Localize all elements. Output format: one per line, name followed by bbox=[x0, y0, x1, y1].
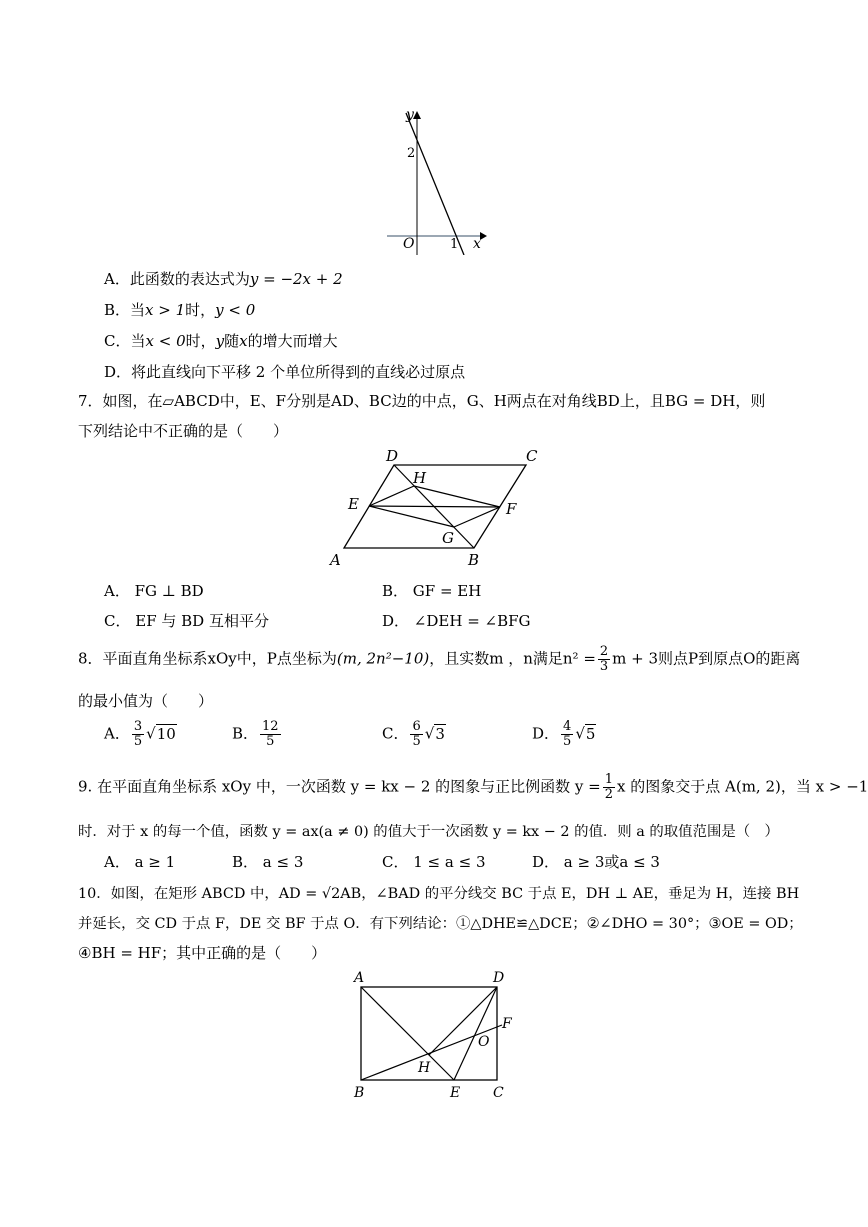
label-b: B bbox=[354, 1085, 365, 1101]
label-e: E bbox=[450, 1085, 461, 1101]
q7-stem-line1: 7．如图，在▱ABCD中，E、F分别是AD、BC边的中点，G、H两点在对角线BD上，且BG = DH，则 bbox=[78, 392, 766, 410]
q8-option-a[interactable]: A． $\frac{3}{5}$ √10 bbox=[104, 719, 176, 749]
label-a: A bbox=[354, 970, 365, 986]
q10-stem-line1: 10．如图，在矩形 ABCD 中，AD = √2AB，∠BAD 的平分线交 BC 于点 E，DH ⊥ AE，垂足为 H，连接 BH bbox=[78, 886, 800, 902]
label-h: H bbox=[418, 1060, 431, 1076]
label-a: A bbox=[330, 551, 341, 569]
q9-option-c[interactable]: C． 1 ≤ a ≤ 3 bbox=[382, 853, 486, 871]
q9-option-d[interactable]: D． a ≥ 3或a ≤ 3 bbox=[532, 853, 660, 871]
fraction-two-thirds: $\frac{2}{3}$ bbox=[599, 644, 609, 674]
q6-option-d[interactable]: D．将此直线向下平移 2 个单位所得到的直线必过原点 bbox=[104, 363, 466, 381]
q7-option-c[interactable]: C． EF 与 BD 互相平分 bbox=[104, 612, 269, 630]
q8-stem-line1: 8．平面直角坐标系xOy中，P点坐标为(m, 2n²−10)，且实数m ，n满足n² = $\frac{2}{3}$ m + 3则点P到原点O的距离 bbox=[78, 644, 801, 674]
label-c: C bbox=[493, 1085, 504, 1101]
parallelogram-figure-q7 bbox=[326, 445, 546, 570]
segment-hf bbox=[414, 486, 500, 507]
function-line bbox=[406, 113, 464, 255]
rectangle-figure-q10 bbox=[346, 965, 526, 1105]
segment-eg bbox=[369, 506, 454, 527]
origin-label: O bbox=[403, 236, 415, 252]
q6-option-c[interactable]: C．当x < 0时，y随x的增大而增大 bbox=[104, 332, 338, 350]
graph-figure-q6 bbox=[380, 105, 490, 255]
label-h: H bbox=[413, 469, 427, 487]
label-c: C bbox=[526, 447, 538, 465]
q8-option-b[interactable]: B． $\frac{12}{5}$ bbox=[232, 719, 279, 749]
q10-stem-line2: 并延长，交 CD 于点 F，DE 交 BF 于点 O．有下列结论：①△DHE≌△DCE；②∠DHO = 30°；③OE = OD； bbox=[78, 916, 803, 932]
y-axis-label: y bbox=[406, 107, 414, 123]
label-f: F bbox=[502, 1016, 512, 1032]
segment-de bbox=[454, 987, 497, 1080]
label-f: F bbox=[506, 500, 517, 518]
segment-ef bbox=[369, 506, 500, 507]
q8-option-d[interactable]: D． $\frac{4}{5}$ √5 bbox=[532, 719, 596, 749]
q10-stem-line3: ④BH = HF；其中正确的是（ ） bbox=[78, 944, 327, 962]
q9-stem-line1: 9. 在平面直角坐标系 xOy 中，一次函数 y = kx − 2 的图象与正比例函数 y = $\frac{1}{2}$ x 的图象交于点 A(m, 2)，当 x > −1 bbox=[78, 772, 868, 802]
x-axis-arrow bbox=[480, 232, 487, 240]
x-axis-label: x bbox=[473, 236, 481, 252]
label-e: E bbox=[348, 495, 359, 513]
label-d: D bbox=[493, 970, 505, 986]
y-axis-arrow bbox=[413, 111, 421, 119]
q9-stem-line2: 时．对于 x 的每一个值，函数 y = ax(a ≠ 0) 的值大于一次函数 y = kx − 2 的值．则 a 的取值范围是（ ） bbox=[78, 824, 779, 840]
label-b: B bbox=[468, 551, 480, 569]
q7-option-d[interactable]: D． ∠DEH = ∠BFG bbox=[382, 612, 531, 630]
q7-option-b[interactable]: B． GF = EH bbox=[382, 582, 482, 600]
q8-option-c[interactable]: C． $\frac{6}{5}$ √3 bbox=[382, 719, 445, 749]
y-intercept-label: 2 bbox=[407, 146, 416, 161]
q6-option-a[interactable]: A．此函数的表达式为y = −2x + 2 bbox=[104, 270, 343, 288]
label-g: G bbox=[442, 529, 454, 547]
q7-option-a[interactable]: A． FG ⊥ BD bbox=[104, 582, 204, 600]
segment-ae bbox=[361, 987, 454, 1080]
label-d: D bbox=[386, 447, 399, 465]
label-o: O bbox=[478, 1034, 490, 1050]
q9-option-b[interactable]: B． a ≤ 3 bbox=[232, 853, 304, 871]
q8-stem-line2: 的最小值为（ ） bbox=[78, 692, 214, 710]
q7-stem-line2: 下列结论中不正确的是（ ） bbox=[78, 422, 289, 440]
q9-option-a[interactable]: A． a ≥ 1 bbox=[104, 853, 176, 871]
fraction-one-half: $\frac{1}{2}$ bbox=[604, 772, 614, 802]
q6-option-b[interactable]: B．当x > 1时，y < 0 bbox=[104, 301, 256, 319]
x-intercept-label: 1 bbox=[450, 237, 459, 252]
